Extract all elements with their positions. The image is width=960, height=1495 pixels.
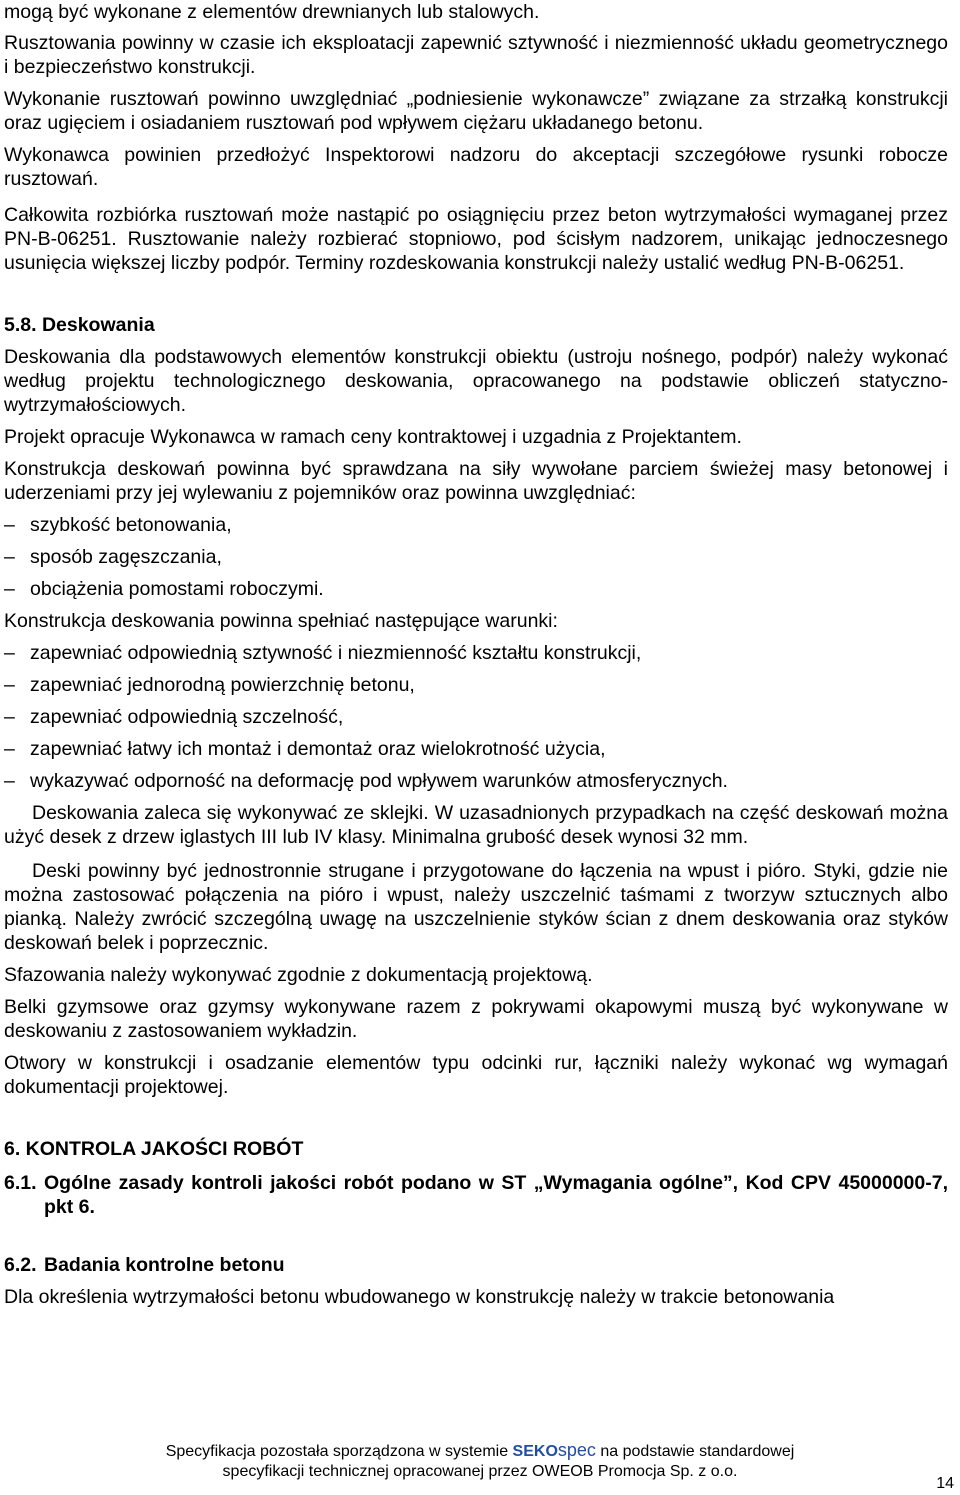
paragraph: Projekt opracuje Wykonawca w ramach ceny kontraktowej i uzgadnia z Projektantem. <box>4 426 742 448</box>
requirements-list-1 <box>4 513 948 601</box>
list-item: – wykazywać odporność na deformację pod wpływem warunków atmosferycznych. <box>4 770 728 792</box>
paragraph: Wykonawca powinien przedłożyć Inspektorowi nadzoru do akceptacji szczegółowe rysunki robocze rusztowań. <box>4 144 948 190</box>
document-page <box>4 0 948 1309</box>
paragraph: Deski powinny być jednostronnie strugane i przygotowane do łączenia na wpust i pióro. Styki, gdzie nie można zastosować połączenia na pióro i wpust, należy uszczelnić taśmami z tworzyw sztucznych albo pianką. Należy zwrócić szczególną uwagę na uszczelnienie styków ścian z dnem deskowania oraz styków deskowań belek i poprzecznic. <box>4 860 948 954</box>
dash-bullet: – <box>4 514 15 536</box>
dash-bullet: – <box>4 546 15 568</box>
sekospec-logo-suffix: spec <box>557 1440 596 1460</box>
page-number: 14 <box>936 1475 954 1492</box>
dash-bullet: – <box>4 642 15 664</box>
paragraph: Deskowania dla podstawowych elementów konstrukcji obiektu (ustroju nośnego, podpór) należy wykonać według projektu technologicznego deskowania, opracowanego na podstawie obliczeń statyczno-wytrzymałościowych. <box>4 346 948 416</box>
paragraph: mogą być wykonane z elementów drewnianych lub stalowych. <box>4 1 540 23</box>
dash-bullet: – <box>4 674 15 696</box>
paragraph: Rusztowania powinny w czasie ich eksploatacji zapewnić sztywność i niezmienność układu geometrycznego i bezpieczeństwo konstrukcji. <box>4 32 948 78</box>
requirements-list-2 <box>4 641 948 793</box>
paragraph: Belki gzymsowe oraz gzymsy wykonywane razem z pokrywami okapowymi muszą być wykonywane w deskowaniu z zastosowaniem wykładzin. <box>4 996 948 1042</box>
sekospec-logo: SEKO <box>512 1443 558 1460</box>
dash-bullet: – <box>4 578 15 600</box>
paragraph: Wykonanie rusztowań powinno uwzględniać „podniesienie wykonawcze” związane za strzałką konstrukcji oraz ugięciem i osiadaniem rusztowań pod wpływem ciężaru układanego betonu. <box>4 88 948 134</box>
paragraph: Otwory w konstrukcji i osadzanie elementów typu odcinki rur, łączniki należy wykonać wg wymagań dokumentacji projektowej. <box>4 1052 948 1098</box>
list-item: – zapewniać jednorodną powierzchnię betonu, <box>4 674 415 696</box>
dash-bullet: – <box>4 770 15 792</box>
paragraph: Dla określenia wytrzymałości betonu wbudowanego w konstrukcję należy w trakcie betonowania <box>4 1286 835 1308</box>
section-heading-6: 6. KONTROLA JAKOŚCI ROBÓT <box>4 1138 304 1160</box>
paragraph: Konstrukcja deskowań powinna być sprawdzana na siły wywołane parciem świeżej masy betonowej i uderzeniami przy jej wylewaniu z pojemników oraz powinna uwzględniać: <box>4 458 948 504</box>
dash-bullet: – <box>4 738 15 760</box>
paragraph: Deskowania zaleca się wykonywać ze sklejki. W uzasadnionych przypadkach na część deskowań można użyć desek z drzew iglastych III lub IV klasy. Minimalna grubość desek wynosi 32 mm. <box>4 802 948 848</box>
list-item: – zapewniać odpowiednią szczelność, <box>4 706 344 728</box>
dash-bullet: – <box>4 706 15 728</box>
list-item: – sposób zagęszczania, <box>4 546 222 568</box>
paragraph: Sfazowania należy wykonywać zgodnie z dokumentacją projektową. <box>4 964 593 986</box>
subsection-heading-6-1: 6.1. Ogólne zasady kontroli jakości robót podano w ST „Wymagania ogólne”, Kod CPV 45000000-7, pkt 6. <box>4 1172 948 1218</box>
page-footer <box>0 1440 960 1482</box>
paragraph: Całkowita rozbiórka rusztowań może nastąpić po osiągnięciu przez beton wytrzymałości wymaganej przez PN-B-06251. Rusztowanie należy rozbierać stopniowo, pod ścisłym nadzorem, unikając jednoczesnego usunięcia większej liczby podpór. Terminy rozdeskowania konstrukcji należy ustalić według PN-B-06251. <box>4 204 948 274</box>
footer-line-2: specyfikacji technicznej opracowanej przez OWEOB Promocja Sp. z o.o. <box>222 1463 738 1480</box>
list-item: – szybkość betonowania, <box>4 514 232 536</box>
list-item: – zapewniać odpowiednią sztywność i niezmienność kształtu konstrukcji, <box>4 642 642 664</box>
section-heading-5-8: 5.8. Deskowania <box>4 314 155 336</box>
list-item: – zapewniać łatwy ich montaż i demontaż oraz wielokrotność użycia, <box>4 738 606 760</box>
footer-line-1: Specyfikacja pozostała sporządzona w systemie SEKOspec na podstawie standardowej <box>165 1440 795 1460</box>
paragraph: Konstrukcja deskowania powinna spełniać następujące warunki: <box>4 610 558 632</box>
list-item: – obciążenia pomostami roboczymi. <box>4 578 324 600</box>
subsection-heading-6-2: 6.2. Badania kontrolne betonu <box>4 1254 285 1276</box>
